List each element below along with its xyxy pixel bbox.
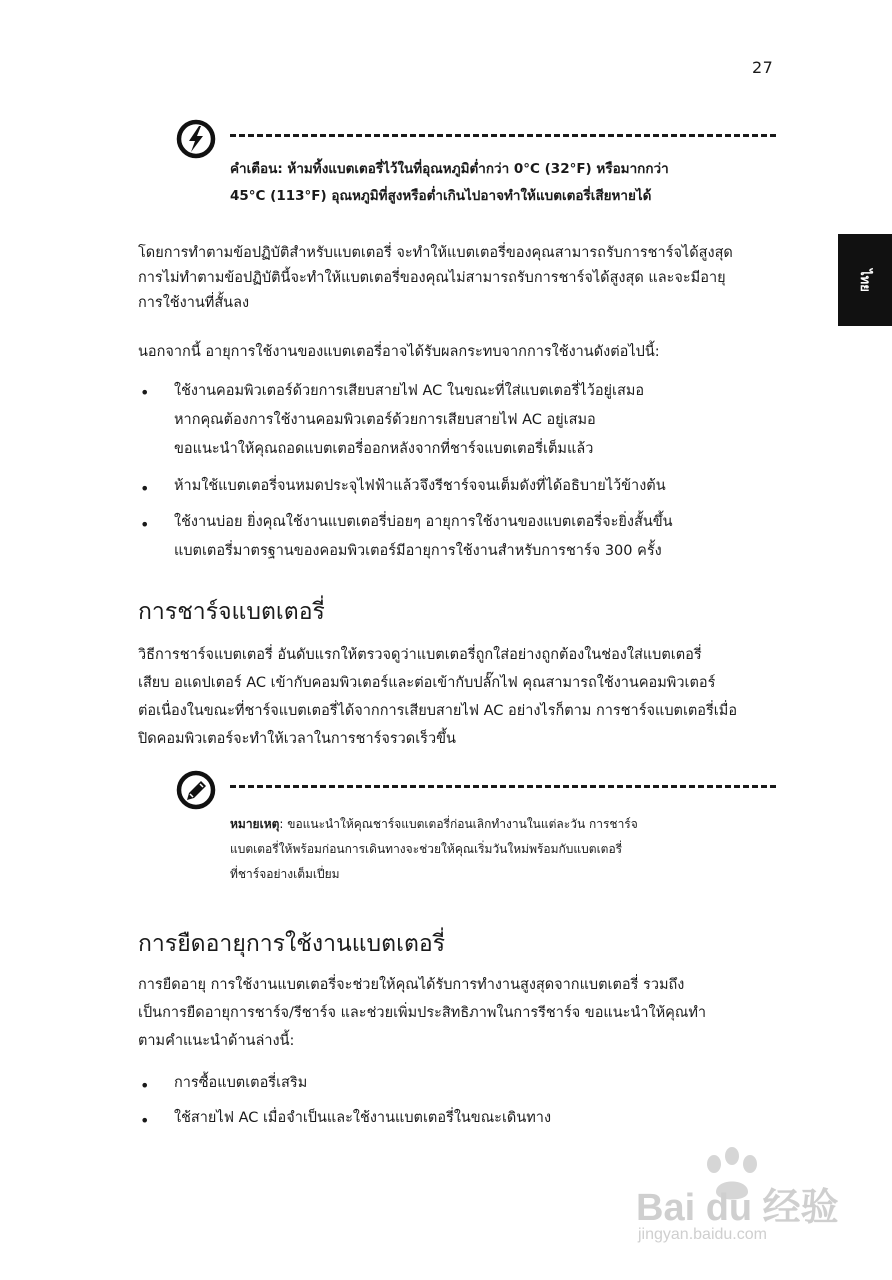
factor-bullet-2 — [174, 472, 774, 501]
charging-line: ปิดคอมพิวเตอร์จะทำให้เวลาในการชาร์จรวดเร็วขึ้น — [138, 731, 456, 747]
page-number: 27 — [752, 58, 774, 77]
note-line-3: ที่ชาร์จอย่างเต็มเปี่ยม — [230, 867, 340, 881]
bullet-line: ห้ามใช้แบตเตอรี่จนหมดประจุไฟฟ้าแล้วจึงรีชาร์จจนเต็มดังที่ได้อธิบายไว้ข้างต้น — [174, 478, 666, 494]
section-heading-extend-life: การยืดอายุการใช้งานแบตเตอรี่ — [138, 931, 446, 957]
pen-note-icon — [176, 770, 216, 810]
charging-line: ต่อเนื่องในขณะที่ชาร์จแบตเตอรี่ได้จากการเสียบสายไฟ AC อย่างไรก็ตาม การชาร์จแบตเตอรี่เมื่อ — [138, 703, 738, 719]
charging-line: วิธีการชาร์จแบตเตอรี่ อันดับแรกให้ตรวจดูว่าแบตเตอรี่ถูกใส่อย่างถูกต้องในช่องใส่แบตเตอรี่ — [138, 647, 702, 663]
factors-intro: นอกจากนี้ อายุการใช้งานของแบตเตอรี่อาจได้รับผลกระทบจากการใช้งานดังต่อไปนี้: — [138, 344, 660, 360]
baidu-watermark — [636, 1146, 876, 1256]
intro-line: การไม่ทำตามข้อปฏิบัตินี้จะทำให้แบตเตอรี่ของคุณไม่สามารถรับการชาร์จได้สูงสุด และจะมีอายุ — [138, 270, 726, 286]
watermark-brand: Bai du 经验 — [636, 1187, 839, 1229]
intro-line: โดยการทำตามข้อปฏิบัติสำหรับแบตเตอรี่ จะทำให้แบตเตอรี่ของคุณสามารถรับการชาร์จได้สูงสุด — [138, 245, 733, 261]
bullet-line: ขอแนะนำให้คุณถอดแบตเตอรี่ออกหลังจากที่ชาร์จแบตเตอรี่เต็มแล้ว — [174, 441, 594, 457]
factor-bullet-1 — [174, 377, 774, 464]
bullet-marker: • — [140, 515, 150, 534]
note-label: หมายเหตุ — [230, 817, 280, 831]
extend-line: ตามคำแนะนำด้านล่างนี้: — [138, 1033, 295, 1049]
intro-paragraph — [138, 241, 778, 316]
note-text: : ขอแนะนำให้คุณชาร์จแบตเตอรี่ก่อนเลิกทำงานในแต่ละวัน การชาร์จ — [279, 817, 638, 831]
extend-bullet-1: การซื้อแบตเตอรี่เสริม — [174, 1075, 308, 1091]
bullet-line: แบตเตอรี่มาตรฐานของคอมพิวเตอร์มีอายุการใช้งานสำหรับการชาร์จ 300 ครั้ง — [174, 543, 662, 559]
extend-bullet-2: ใช้สายไฟ AC เมื่อจำเป็นและใช้งานแบตเตอรี่ในขณะเดินทาง — [174, 1110, 552, 1126]
watermark-url: jingyan.baidu.com — [638, 1226, 767, 1243]
language-tab-label: ไทย — [856, 268, 872, 292]
intro-line: การใช้งานที่สั้นลง — [138, 295, 250, 311]
note-divider — [230, 785, 776, 788]
extend-line: เป็นการยืดอายุการชาร์จ/รีชาร์จ และช่วยเพิ่มประสิทธิภาพในการรีชาร์จ ขอแนะนำให้คุณทำ — [138, 1005, 707, 1021]
bullet-marker: • — [140, 1076, 150, 1095]
warning-line-2: 45°C (113°F) อุณหภูมิที่สูงหรือต่ำเกินไปอาจทำให้แบตเตอรี่เสียหายได้ — [230, 188, 652, 204]
warning-divider — [230, 134, 776, 137]
extend-paragraph — [138, 971, 778, 1055]
bullet-marker: • — [140, 383, 150, 402]
note-line-1 — [230, 812, 638, 837]
language-tab — [838, 234, 892, 326]
charging-line: เสียบ อแดปเตอร์ AC เข้ากับคอมพิวเตอร์และต่อเข้ากับปลั๊กไฟ คุณสามารถใช้งานคอมพิวเตอร์ — [138, 675, 716, 691]
factor-bullet-3 — [174, 508, 774, 566]
extend-line: การยืดอายุ การใช้งานแบตเตอรี่จะช่วยให้คุณได้รับการทำงานสูงสุดจากแบตเตอรี่ รวมถึง — [138, 977, 685, 993]
bullet-line: หากคุณต้องการใช้งานคอมพิวเตอร์ด้วยการเสียบสายไฟ AC อยู่เสมอ — [174, 412, 596, 428]
bullet-line: ใช้งานบ่อย ยิ่งคุณใช้งานแบตเตอรี่บ่อยๆ อายุการใช้งานของแบตเตอรี่จะยิ่งสั้นขึ้น — [174, 514, 673, 530]
section-heading-charging: การชาร์จแบตเตอรี่ — [138, 599, 325, 625]
lightning-warning-icon — [176, 119, 216, 159]
bullet-line: ใช้งานคอมพิวเตอร์ด้วยการเสียบสายไฟ AC ในขณะที่ใส่แบตเตอรี่ไว้อยู่เสมอ — [174, 383, 645, 399]
bullet-marker: • — [140, 1111, 150, 1130]
note-line-2: แบตเตอรี่ให้พร้อมก่อนการเดินทางจะช่วยให้คุณเริ่มวันใหม่พร้อมกับแบตเตอรี่ — [230, 842, 623, 856]
warning-line-1: คำเตือน: ห้ามทิ้งแบตเตอรี่ไว้ในที่อุณหภูมิต่ำกว่า 0°C (32°F) หรือมากกว่า — [230, 161, 669, 177]
charging-paragraph — [138, 641, 778, 753]
bullet-marker: • — [140, 479, 150, 498]
